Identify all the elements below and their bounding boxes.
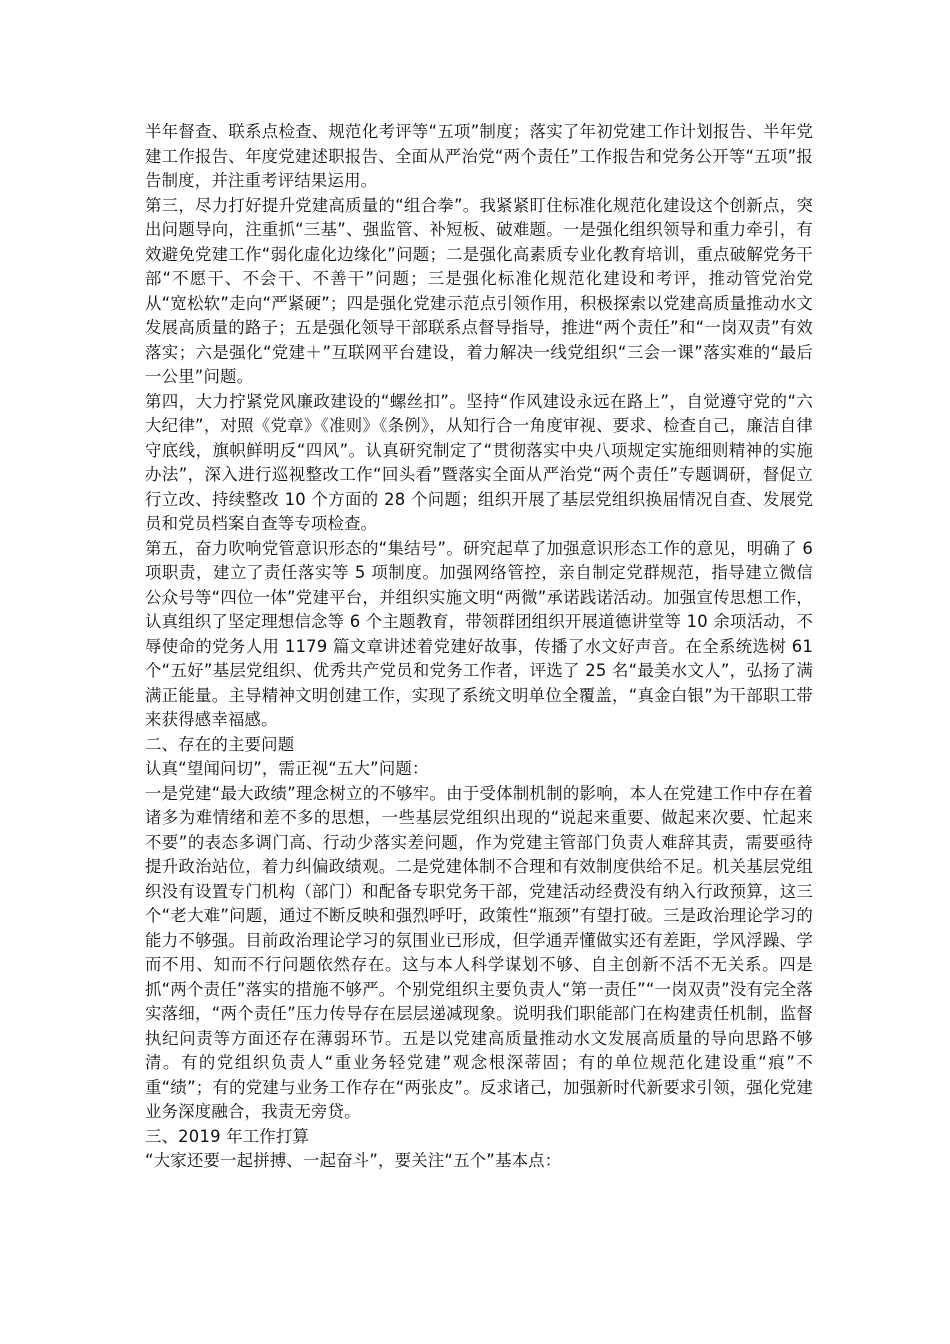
- paragraph-fourth-point: 第四，大力拧紧党风廉政建设的“螺丝扣”。坚持“作风建设永远在路上”，自觉遵守党的“六大纪律”，对照《党章》《准则》《条例》，从知行合一角度审视、要求、检查自己，廉洁自律守底线，旗帜鲜明反“四风”。认真研究制定了“贯彻落实中央八项规定实施细则精神的实施办法”，深入进行巡视整改工作“回头看”暨落实全面从严治党“两个责任”专题调研，督促立行立改、持续整改 10 个方面的 28 个问题；组织开展了基层党组织换届情况自查、发展党员和党员档案自查等专项检查。: [145, 391, 813, 533]
- document-body: [145, 120, 813, 1174]
- section-heading-plan: 三、2019 年工作打算: [145, 1126, 310, 1146]
- plan-intro: “大家还要一起拼搏、一起奋斗”，要关注“五个”基本点：: [145, 1151, 562, 1170]
- paragraph-third-point: 第三，尽力打好提升党建高质量的“组合拳”。我紧紧盯住标准化规范化建设这个创新点，突出问题导向，注重抓“三基”、强监管、补短板、破难题。一是强化组织领导和重力牵引，有效避免党建工作“弱化虚化边缘化”问题；二是强化高素质专业化教育培训，重点破解党务干部“不愿干、不会干、不善干”问题；三是强化标准化规范化建设和考评，推动管党治党从“宽松软”走向“严紧硬”；四是强化党建示范点引领作用，积极探索以党建高质量推动水文发展高质量的路子；五是强化领导干部联系点督导指导，推进“两个责任”和“一岗双责”有效落实；六是强化“党建＋”互联网平台建设，着力解决一线党组织“三会一课”落实难的“最后一公里”问题。: [145, 195, 813, 386]
- problems-intro: 认真“望闻问切”，需正视“五大”问题：: [145, 759, 429, 778]
- paragraph-fifth-point: 第五，奋力吹响党管意识形态的“集结号”。研究起草了加强意识形态工作的意见，明确了 6 项职责，建立了责任落实等 5 项制度。加强网络管控，亲自制定党群规范，指导建立微信公众号等“四位一体”党建平台，并组织实施文明“两微”承诺践诺活动。加强宣传思想工作，认真组织了坚定理想信念等 6 个主题教育，带领群团组织开展道德讲堂等 10 余项活动，不辱使命的党务人用 1179 篇文章讲述着党建好故事，传播了水文好声音。在全系统选树 61 个“五好”基层党组织、优秀共产党员和党务工作者，评选了 25 名“最美水文人”，弘扬了满满正能量。主导精神文明创建工作，实现了系统文明单位全覆盖，“真金白银”为干部职工带来获得感幸福感。: [145, 538, 813, 729]
- paragraph-continuation: 半年督查、联系点检查、规范化考评等“五项”制度；落实了年初党建工作计划报告、半年党建工作报告、年度党建述职报告、全面从严治党“两个责任”工作报告和党务公开等“五项”报告制度，并注重考评结果运用。: [145, 122, 813, 190]
- section-heading-problems: 二、存在的主要问题: [145, 734, 295, 754]
- paragraph-problems-detail: 一是党建“最大政绩”理念树立的不够牢。由于受体制机制的影响，本人在党建工作中存在着诸多为难情绪和差不多的思想，一些基层党组织出现的“说起来重要、做起来次要、忙起来不要”的表态多调门高、行动少落实差问题，作为党建主管部门负责人难辞其责，需要亟待提升政治站位，着力纠偏政绩观。二是党建体制不合理和有效制度供给不足。机关基层党组织没有设置专门机构（部门）和配备专职党务干部，党建活动经费没有纳入行政预算，这三个“老大难”问题，通过不断反映和强烈呼吁，政策性“瓶颈”有望打破。三是政治理论学习的能力不够强。目前政治理论学习的氛围业已形成，但学通弄懂做实还有差距，学风浮躁、学而不用、知而不行问题依然存在。这与本人科学谋划不够、自主创新不活不无关系。四是抓“两个责任”落实的措施不够严。个别党组织主要负责人“第一责任”“一岗双责”没有完全落实落细，“两个责任”压力传导存在层层递减现象。说明我们职能部门在构建责任机制，监督执纪问责等方面还存在薄弱环节。五是以党建高质量推动水文发展高质量的导向思路不够清。有的党组织负责人“重业务轻党建”观念根深蒂固；有的单位规范化建设重“痕”不重“绩”；有的党建与业务工作存在“两张皮”。反求诸己，加强新时代新要求引领，强化党建业务深度融合，我责无旁贷。: [145, 783, 813, 1121]
